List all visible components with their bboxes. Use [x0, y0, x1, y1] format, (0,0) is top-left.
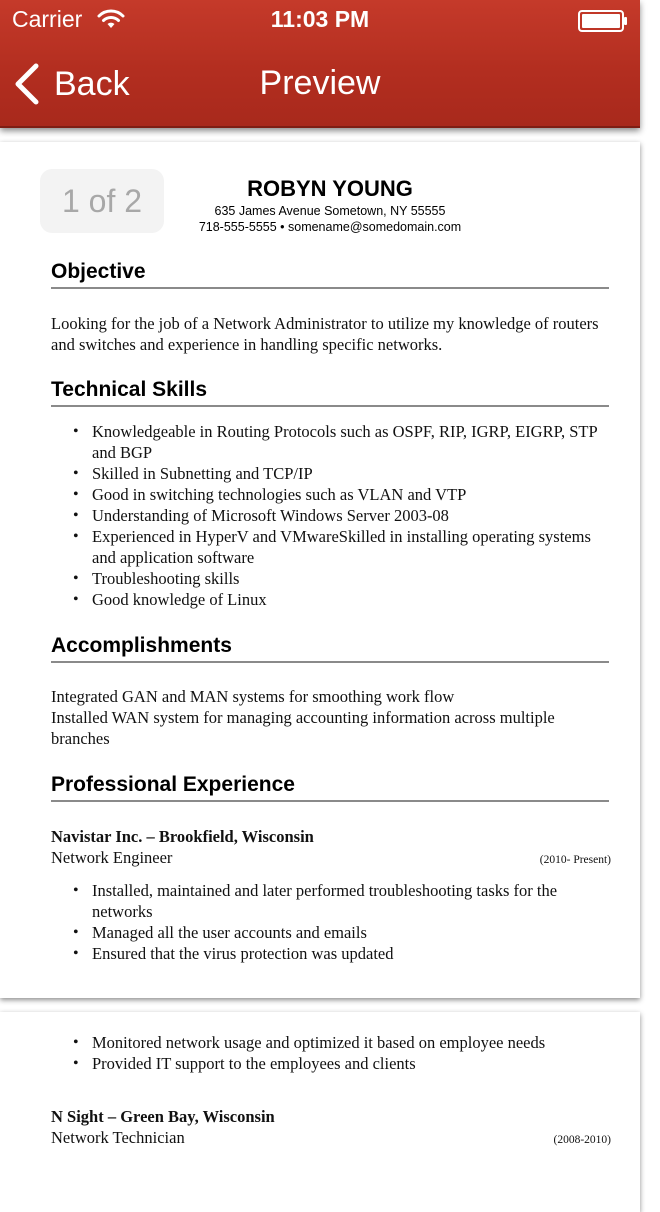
- job-role: Network Engineer: [51, 848, 173, 867]
- resume-contact: 718-555-5555 • somename@somedomain.com: [198, 220, 462, 234]
- resume-page-2[interactable]: [0, 1012, 640, 1212]
- list-item: • Managed all the user accounts and emails: [51, 922, 601, 943]
- page-indicator: 1 of 2: [40, 169, 164, 233]
- resume-address: 635 James Avenue Sometown, NY 55555: [214, 204, 446, 218]
- list-item: • Provided IT support to the employees and clients: [51, 1053, 601, 1074]
- list-item: • Installed, maintained and later performed troubleshooting tasks for the networks: [51, 880, 601, 922]
- list-item: • Monitored network usage and optimized it based on employee needs: [51, 1032, 601, 1053]
- list-item: • Ensured that the virus protection was updated: [51, 943, 601, 964]
- accomplishment-line: Installed WAN system for managing accounting information across multiple branches: [51, 708, 555, 748]
- job-role: Network Technician: [51, 1128, 185, 1147]
- carrier-label: Carrier: [12, 6, 83, 32]
- nav-bar: [0, 40, 640, 128]
- job-dates: (2010- Present): [539, 854, 611, 866]
- job-duties-list: [51, 880, 601, 964]
- resume-name: ROBYN YOUNG: [247, 176, 413, 201]
- list-item: • Troubleshooting skills: [51, 568, 601, 589]
- list-item: • Experienced in HyperV and VMwareSkilled in installing operating systems and application software: [51, 526, 601, 568]
- job-company: N Sight – Green Bay, Wisconsin: [51, 1107, 275, 1126]
- list-item: • Knowledgeable in Routing Protocols such as OSPF, RIP, IGRP, EIGRP, STP and BGP: [51, 421, 601, 463]
- navigation-header: [0, 0, 640, 128]
- list-item: • Good knowledge of Linux: [51, 589, 601, 610]
- job-dates: (2008-2010): [553, 1134, 611, 1146]
- list-item: • Skilled in Subnetting and TCP/IP: [51, 463, 601, 484]
- skills-list: [51, 421, 601, 610]
- objective-text: Looking for the job of a Network Administrator to utilize my knowledge of routers and switches and experience in handling specific networks.: [51, 314, 599, 354]
- job-entry: [51, 1106, 611, 1151]
- back-button-label: Back: [54, 64, 130, 103]
- section-title-experience: Professional Experience: [51, 773, 609, 802]
- battery-icon: [578, 10, 628, 32]
- list-item: • Good in switching technologies such as VLAN and VTP: [51, 484, 601, 505]
- job-company: Navistar Inc. – Brookfield, Wisconsin: [51, 827, 314, 846]
- section-title-objective: Objective: [51, 260, 609, 289]
- job-entry: [51, 826, 611, 871]
- accomplishment-line: Integrated GAN and MAN systems for smoothing work flow: [51, 687, 455, 706]
- resume-page-1[interactable]: [0, 142, 640, 998]
- section-title-skills: Technical Skills: [51, 378, 609, 407]
- page-title: Preview: [259, 64, 381, 102]
- status-bar: [0, 0, 640, 40]
- accomplishments-text: [51, 686, 611, 749]
- clock: 11:03 PM: [270, 6, 370, 32]
- section-title-accomplishments: Accomplishments: [51, 634, 609, 663]
- job-duties-list-continued: [51, 1032, 601, 1074]
- list-item: • Understanding of Microsoft Windows Server 2003-08: [51, 505, 601, 526]
